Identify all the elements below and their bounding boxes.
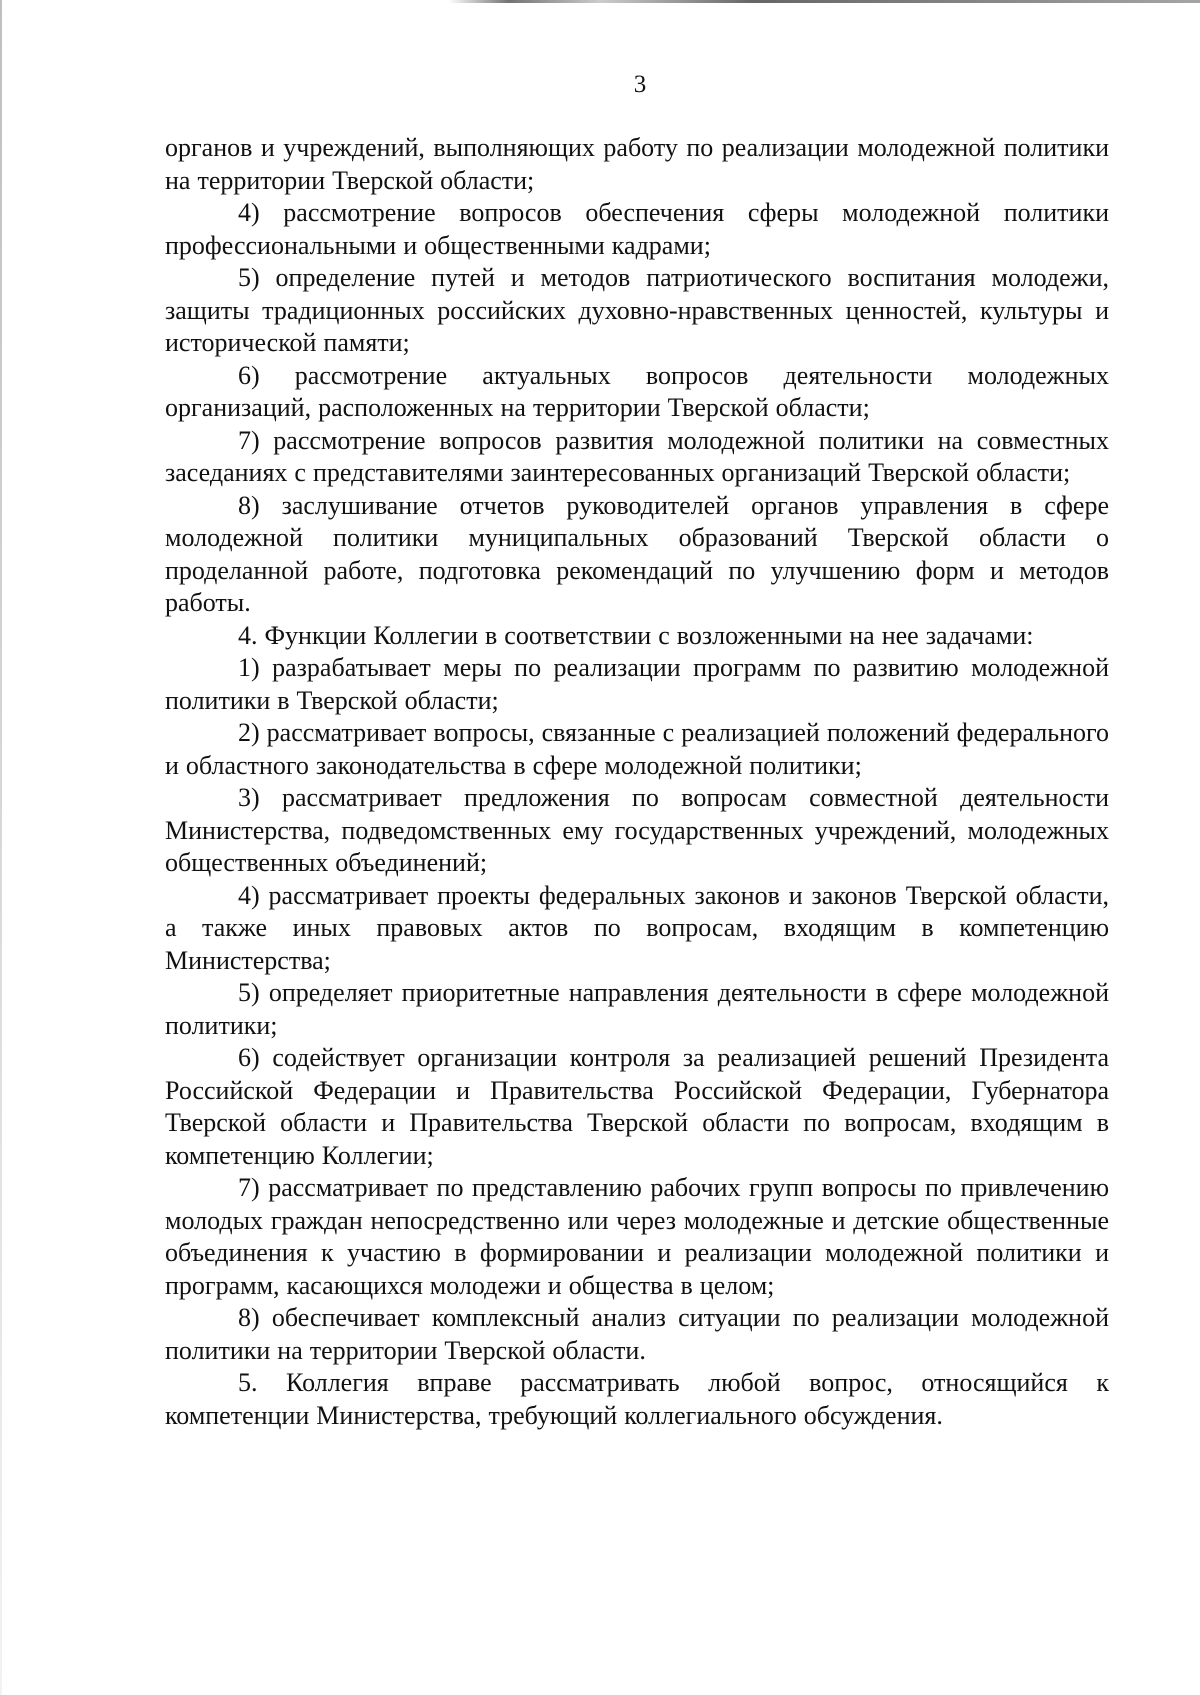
paragraph-function-7: 7) рассматривает по представлению рабочих групп вопросы по привлечению молодых граждан непосредственно или через молодежные и детские общественные объединения к участию в формировании и реализации молодежной политики и программ, касающихся молодежи и общества в целом; — [165, 1173, 1109, 1300]
scan-edge-left — [0, 0, 2, 1695]
paragraph-function-2: 2) рассматривает вопросы, связанные с реализацией положений федерального и областного законодательства в сфере молодежной политики; — [165, 718, 1109, 780]
paragraph-function-5: 5) определяет приоритетные направления деятельности в сфере молодежной политики; — [165, 978, 1109, 1040]
scan-edge-top — [448, 0, 1200, 3]
document-body — [165, 132, 1109, 1432]
paragraph-continuation: органов и учреждений, выполняющих работу по реализации молодежной политики на территории Тверской области; — [165, 133, 1109, 195]
section-5-paragraph: 5. Коллегия вправе рассматривать любой вопрос, относящийся к компетенции Министерства, требующий коллегиального обсуждения. — [165, 1368, 1109, 1430]
paragraph-task-4: 4) рассмотрение вопросов обеспечения сферы молодежной политики профессиональными и общественными кадрами; — [165, 198, 1109, 260]
paragraph-function-6: 6) содействует организации контроля за реализацией решений Президента Российской Федерации и Правительства Российской Федерации, Губернатора Тверской области и Правительства Тверской области по вопросам, входящим в компетенцию Коллегии; — [165, 1043, 1109, 1170]
page-number: 3 — [633, 71, 647, 98]
paragraph-task-7: 7) рассмотрение вопросов развития молодежной политики на совместных заседаниях с представителями заинтересованных организаций Тверской области; — [165, 425, 1109, 487]
section-4-heading: 4. Функции Коллегии в соответствии с возложенными на нее задачами: — [238, 620, 1034, 650]
paragraph-function-4: 4) рассматривает проекты федеральных законов и законов Тверской области, а также иных правовых актов по вопросам, входящим в компетенцию Министерства; — [165, 880, 1109, 975]
paragraph-function-1: 1) разрабатывает меры по реализации программ по развитию молодежной политики в Тверской области; — [165, 653, 1109, 715]
paragraph-function-8: 8) обеспечивает комплексный анализ ситуации по реализации молодежной политики на территории Тверской области. — [165, 1303, 1109, 1365]
paragraph-task-8: 8) заслушивание отчетов руководителей органов управления в сфере молодежной политики муниципальных образований Тверской области о проделанной работе, подготовка рекомендаций по улучшению форм и методов работы. — [165, 490, 1109, 617]
paragraph-function-3: 3) рассматривает предложения по вопросам совместной деятельности Министерства, подведомственных ему государственных учреждений, молодежных общественных объединений; — [165, 783, 1109, 877]
paragraph-task-5: 5) определение путей и методов патриотического воспитания молодежи, защиты традиционных российских духовно-нравственных ценностей, культуры и исторической памяти; — [165, 263, 1109, 357]
paragraph-task-6: 6) рассмотрение актуальных вопросов деятельности молодежных организаций, расположенных на территории Тверской области; — [165, 360, 1109, 422]
